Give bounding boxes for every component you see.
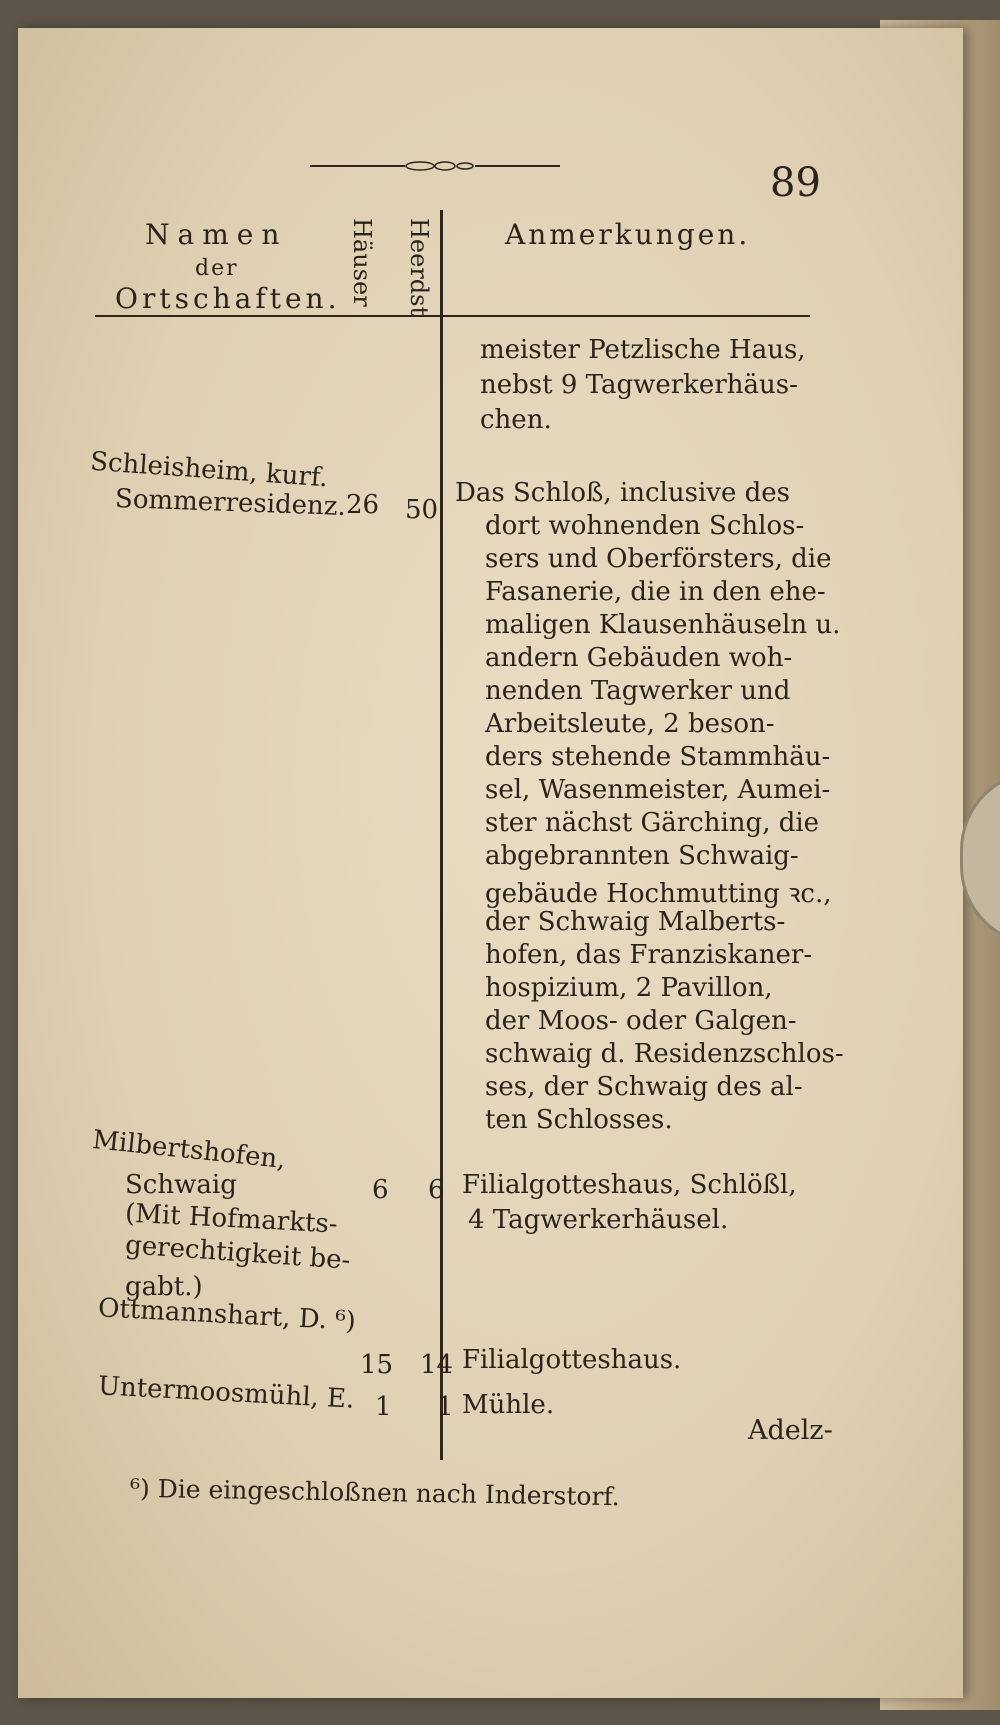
page-number: 89	[770, 160, 821, 206]
entry-note-line: dort wohnenden Schlos-	[485, 511, 805, 541]
entry-houses: 15	[360, 1350, 394, 1380]
entry-houses: 6	[372, 1175, 389, 1205]
header-ortschaften: Ortschaften.	[115, 282, 341, 315]
continuation-line: chen.	[480, 405, 552, 435]
entry-note-line: hofen, das Franziskaner-	[485, 940, 813, 970]
entry-note-line: der Moos- oder Galgen-	[485, 1006, 797, 1036]
header-der: der	[195, 256, 239, 281]
entry-note-line: Arbeitsleute, 2 beson-	[485, 709, 775, 739]
entry-hearths: 1	[437, 1392, 454, 1422]
entry-name: Untermoosmühl, E.	[97, 1371, 356, 1415]
entry-name: Sommerresidenz.	[114, 483, 347, 523]
entry-note-line: 4 Tagwerkerhäusel.	[468, 1205, 729, 1235]
header-hearths: Heerdst	[405, 218, 433, 317]
entry-name: gabt.)	[125, 1272, 203, 1302]
entry-name: Milbertshofen,	[90, 1124, 287, 1176]
header-houses: Häuser	[348, 218, 376, 307]
entry-name: Schleisheim, kurf.	[89, 446, 329, 494]
header-notes: Anmerkungen.	[505, 218, 751, 251]
entry-note-line: gebäude Hochmutting ꝛc.,	[485, 879, 832, 909]
entry-hearths: 6	[428, 1175, 445, 1205]
header-names: Namen	[145, 218, 288, 251]
entry-note-line: andern Gebäuden woh-	[485, 643, 793, 673]
entry-hearths: 50	[405, 495, 439, 525]
entry-note-line: Das Schloß, inclusive des	[455, 478, 790, 508]
entry-note-line: ster nächst Gärching, die	[485, 808, 820, 838]
entry-note-line: sel, Wasenmeister, Aumei-	[485, 775, 831, 805]
continuation-line: nebst 9 Tagwerkerhäus-	[480, 370, 798, 400]
entry-name: Schwaig	[125, 1170, 237, 1200]
header-ornament	[310, 160, 560, 172]
entry-note-line: Mühle.	[462, 1390, 555, 1420]
entry-note-line: maligen Klausenhäuseln u.	[485, 610, 841, 640]
entry-name: Ottmannshart, D. ⁶)	[97, 1293, 357, 1337]
entry-note-line: Fasanerie, die in den ehe-	[485, 577, 826, 607]
catchword: Adelz-	[748, 1415, 833, 1446]
entry-note-line: ders stehende Stammhäu-	[485, 742, 831, 772]
continuation-line: meister Petzlische Haus,	[480, 335, 806, 365]
entry-hearths: 14	[420, 1350, 454, 1380]
entry-houses: 26	[346, 490, 380, 520]
entry-note-line: ten Schlosses.	[485, 1105, 673, 1135]
entry-name: (Mit Hofmarkts-	[124, 1198, 339, 1240]
column-rule	[440, 210, 443, 1460]
entry-note-line: ses, der Schwaig des al-	[485, 1072, 803, 1102]
entry-note-line: sers und Oberförsters, die	[485, 544, 832, 574]
entry-houses: 1	[375, 1392, 392, 1422]
footnote: ⁶) Die eingeschloßnen nach Inderstorf.	[129, 1473, 621, 1512]
entry-note-line: Filialgotteshaus, Schlößl,	[462, 1170, 797, 1200]
entry-note-line: Filialgotteshaus.	[462, 1345, 682, 1375]
entry-note-line: nenden Tagwerker und	[485, 676, 791, 706]
entry-name: gerechtigkeit be-	[124, 1230, 352, 1276]
header-rule	[95, 315, 810, 317]
entry-note-line: abgebrannten Schwaig-	[485, 841, 799, 871]
entry-note-line: der Schwaig Malberts-	[485, 907, 786, 937]
entry-note-line: hospizium, 2 Pavillon,	[485, 973, 773, 1003]
entry-note-line: schwaig d. Residenzschlos-	[485, 1039, 844, 1069]
